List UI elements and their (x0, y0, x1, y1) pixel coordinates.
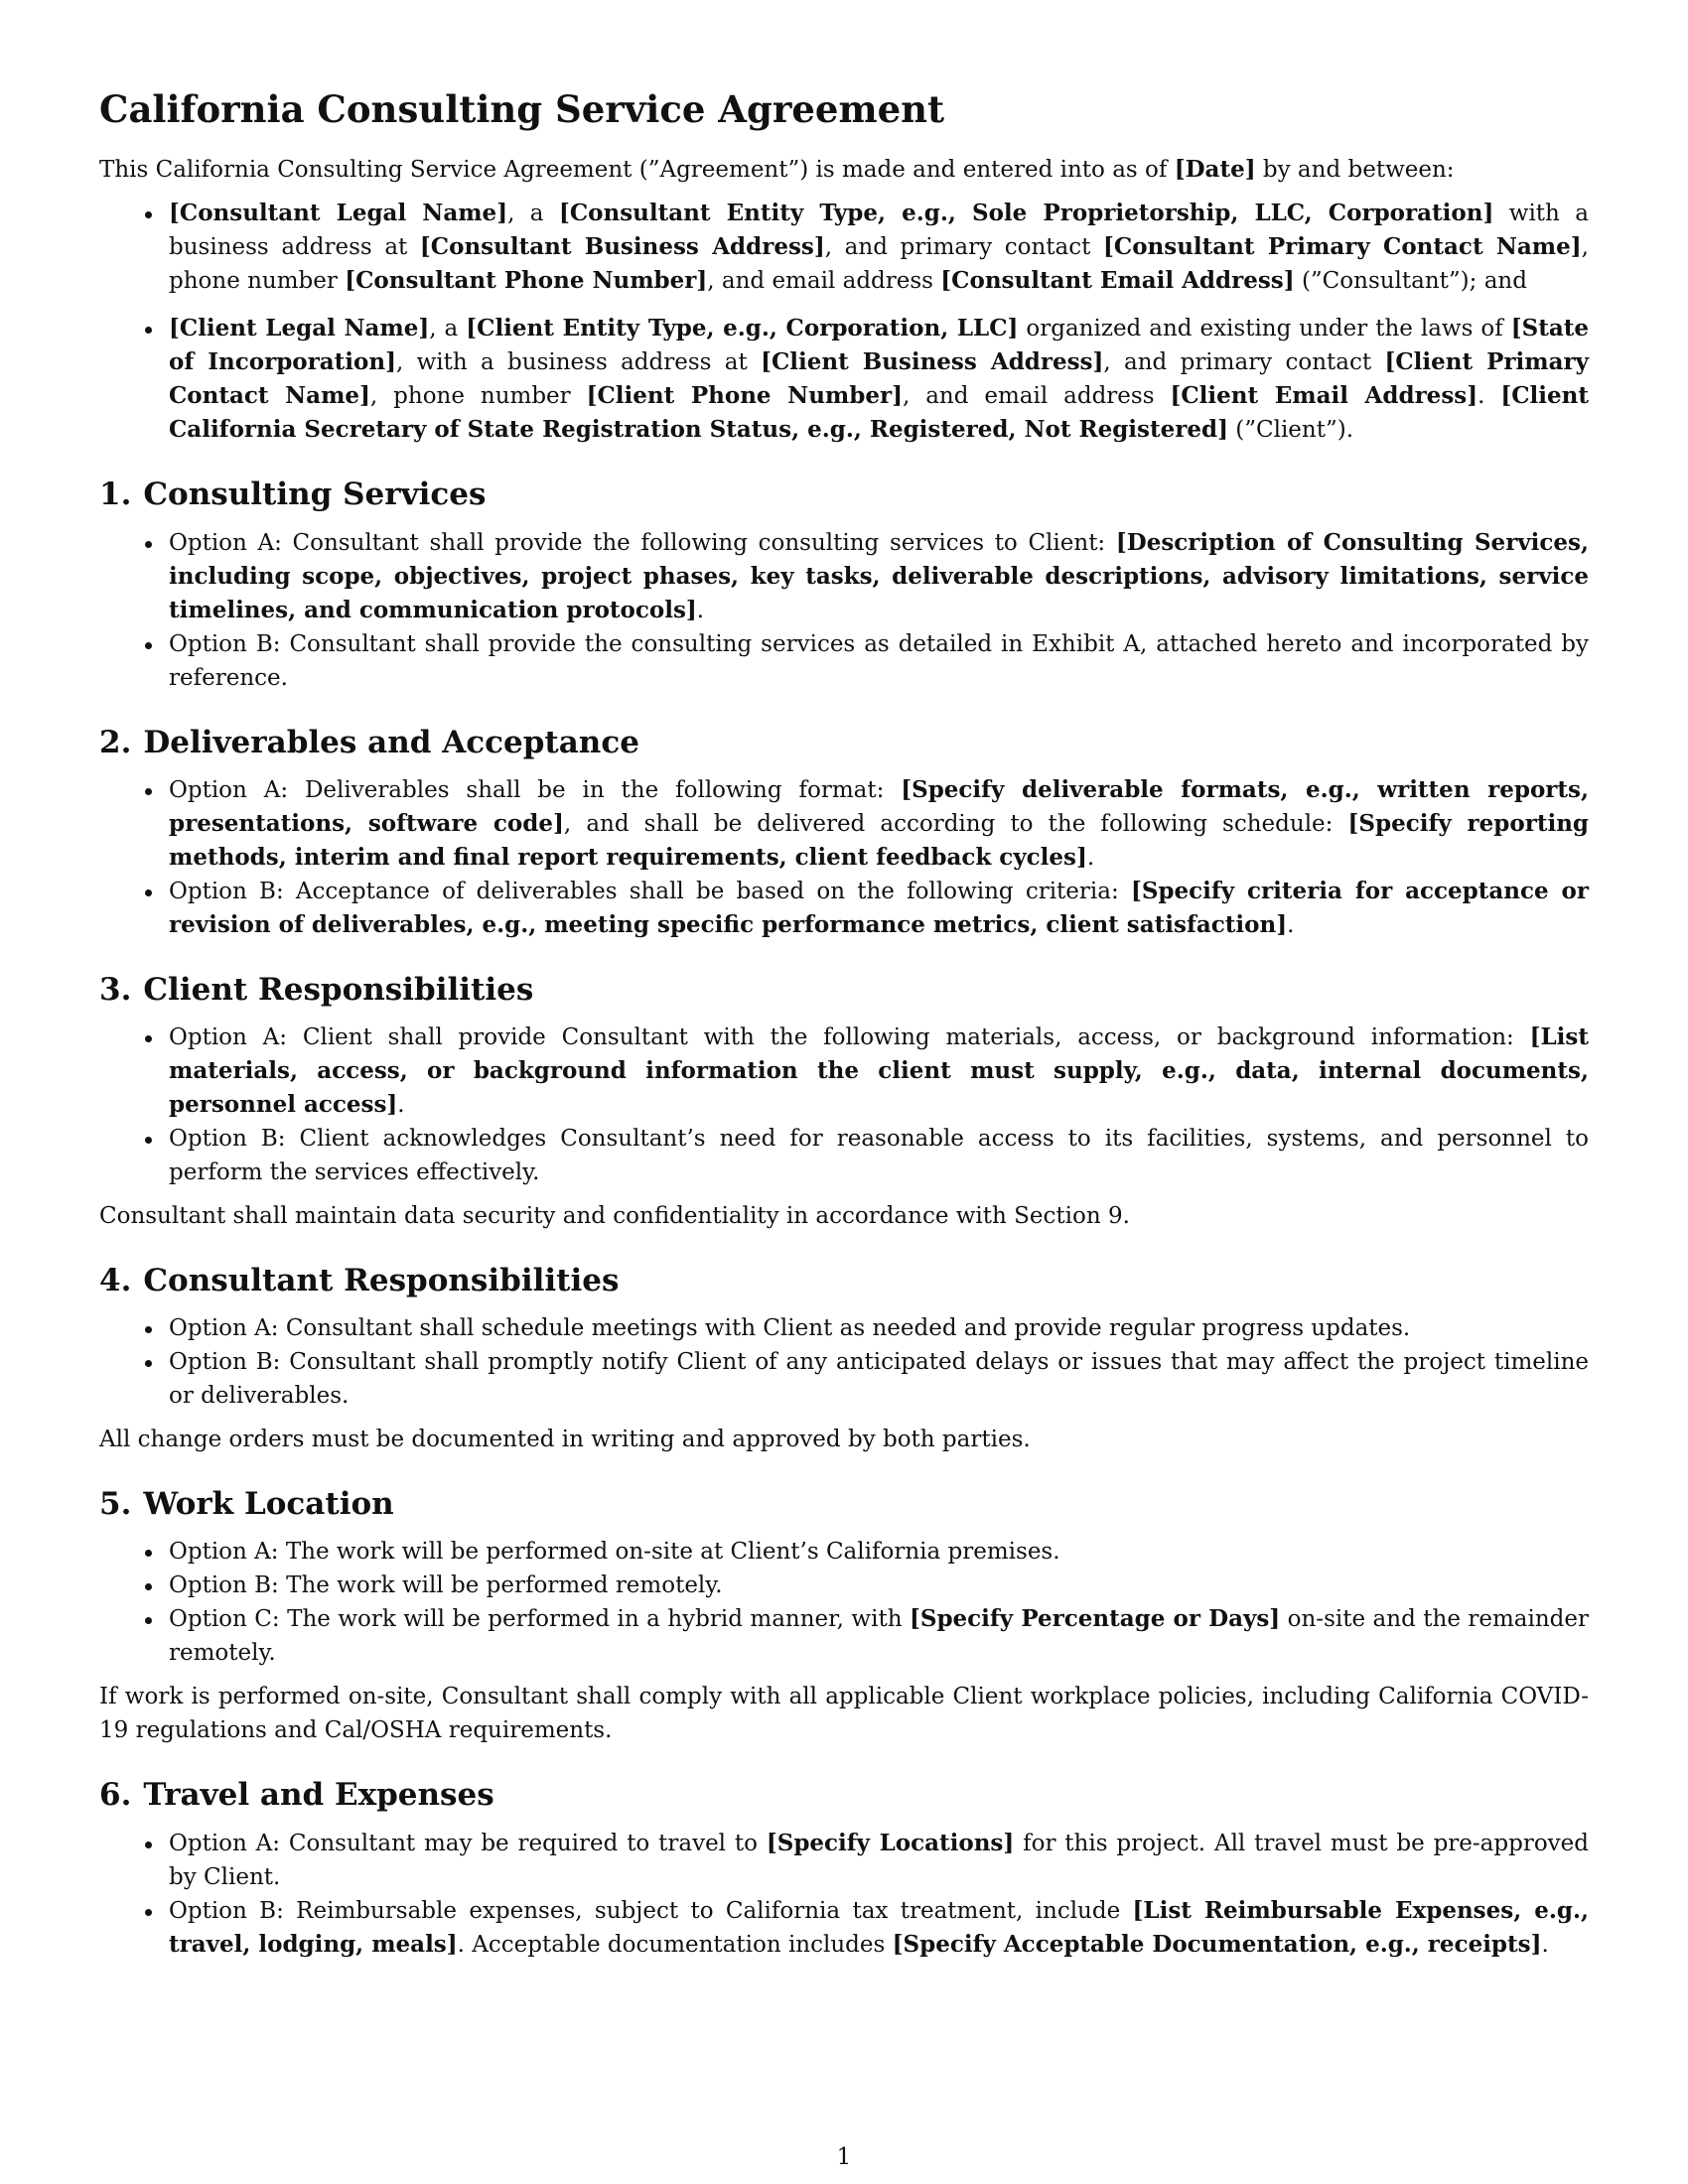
text-run: Option B: Reimbursable expenses, subject to California tax treatment, include (169, 1897, 1133, 1924)
text-run: , phone number (169, 234, 1589, 295)
placeholder-field: [Description of Consulting Services, including scope, objectives, project phases, key tasks, deliverable descriptions, advisory limitations, service timelines, and communication protocols] (169, 528, 1590, 623)
options-list (99, 1827, 1589, 1962)
text-run: . Acceptable documentation includes (457, 1931, 893, 1958)
section-heading (99, 972, 1589, 1009)
placeholder-field: [Client Primary Contact Name] (169, 348, 1589, 410)
text-run: on-site and the remainder remotely. (169, 1606, 1590, 1667)
placeholder-field: [Consultant Business Address] (419, 233, 825, 261)
placeholder-field: [Date] (1174, 156, 1256, 184)
options-list (99, 1021, 1589, 1189)
placeholder-field: [Client Phone Number] (586, 382, 903, 410)
section-title: Consultant Responsibilities (143, 1262, 620, 1298)
placeholder-field: [Specify Percentage or Days] (909, 1605, 1281, 1633)
text-run: , and primary contact (1103, 349, 1385, 376)
option-item (169, 875, 1589, 942)
placeholder-field: [Client Email Address] (1170, 382, 1478, 410)
text-run: Option B: Consultant shall provide the consulting services as detailed in Exhibit A, attached hereto and incorporated by reference. (169, 630, 1589, 691)
placeholder-field: [Client Legal Name] (169, 315, 430, 342)
text-run: , phone number (369, 383, 587, 410)
text-run: Option C: The work will be performed in a hybrid manner, with (169, 1606, 910, 1633)
text-run: Option A: Client shall provide Consultant with the following materials, access, or background information: (169, 1024, 1530, 1050)
text-run: by and between: (1255, 157, 1455, 184)
document-page (99, 87, 1589, 1962)
party-item (169, 197, 1589, 298)
page-number: 1 (836, 2144, 852, 2170)
text-run: , and email address (707, 268, 941, 295)
option-item (169, 1345, 1589, 1413)
placeholder-field: [Consultant Primary Contact Name] (1103, 233, 1582, 261)
placeholder-field: [Consultant Entity Type, e.g., Sole Proprietorship, LLC, Corporation] (558, 200, 1494, 227)
section-heading (99, 1486, 1589, 1523)
placeholder-field: [Consultant Email Address] (940, 267, 1295, 295)
option-item (169, 526, 1589, 627)
option-item (169, 627, 1589, 695)
text-run: Option B: Consultant shall promptly notify Client of any anticipated delays or issues that may affect the project timeline or deliverables. (169, 1349, 1589, 1410)
placeholder-field: [State of Incorporation] (169, 315, 1589, 376)
text-run: , a (429, 316, 467, 342)
party-item (169, 312, 1589, 447)
text-run: , and primary contact (824, 234, 1103, 261)
text-run: , a (507, 201, 559, 227)
options-list (99, 773, 1589, 942)
placeholder-field: [Client California Secretary of State Registration Status, e.g., Registered, Not Registered] (169, 382, 1589, 444)
section-heading (99, 1263, 1589, 1299)
placeholder-field: [List materials, access, or background information the client must supply, e.g., data, internal documents, personnel access] (169, 1023, 1589, 1118)
text-run: . (1477, 383, 1501, 410)
placeholder-field: [Consultant Phone Number] (345, 267, 708, 295)
text-run: Option A: Deliverables shall be in the following format: (169, 776, 902, 803)
placeholder-field: [Specify Locations] (766, 1829, 1015, 1856)
section-number: 2. (99, 724, 132, 760)
text-run: . (696, 597, 705, 623)
sections-container (99, 477, 1589, 1961)
section-title: Deliverables and Acceptance (143, 724, 639, 760)
text-run: , with a business address at (395, 349, 762, 376)
text-run: . (1086, 844, 1095, 871)
section-heading (99, 1777, 1589, 1814)
placeholder-field: [Client Business Address] (761, 348, 1104, 376)
section-note: Consultant shall maintain data security and confidentiality in accordance with Section 9. (99, 1202, 1130, 1229)
text-run: . (1287, 911, 1295, 938)
section-number: 6. (99, 1777, 132, 1814)
placeholder-field: [Client Entity Type, e.g., Corporation, LLC] (466, 315, 1019, 342)
text-run: with a business address at (169, 201, 1589, 261)
section-heading (99, 725, 1589, 761)
placeholder-field: [Specify criteria for acceptance or revision of deliverables, e.g., meeting specific performance metrics, client satisfaction] (169, 877, 1589, 938)
text-run: Option A: Consultant shall provide the following consulting services to Client: (169, 529, 1116, 556)
text-run: (”Client”). (1227, 417, 1354, 444)
section-title: Work Location (143, 1486, 394, 1523)
option-item (169, 773, 1589, 875)
text-run: , and shall be delivered according to the following schedule: (563, 810, 1348, 837)
text-run: . (397, 1091, 405, 1118)
intro-paragraph (99, 153, 1589, 187)
options-list (99, 1311, 1589, 1413)
section-number: 1. (99, 477, 132, 513)
option-item (169, 1122, 1589, 1189)
option-item (169, 1894, 1589, 1962)
text-run: Option A: Consultant shall schedule meetings with Client as needed and provide regular progress updates. (169, 1315, 1411, 1342)
text-run: Option A: Consultant may be required to travel to (169, 1830, 767, 1856)
section-note: All change orders must be documented in writing and approved by both parties. (99, 1427, 1031, 1453)
text-run: . (1541, 1931, 1549, 1958)
text-run: Option B: Acceptance of deliverables shall be based on the following criteria: (169, 878, 1131, 904)
section-number: 5. (99, 1486, 132, 1523)
text-run: Option B: Client acknowledges Consultant’s need for reasonable access to its facilities, systems, and personnel to perform the services effectively. (169, 1125, 1589, 1185)
section-note: If work is performed on-site, Consultant shall comply with all applicable Client workplace policies, including California COVID-19 regulations and Cal/OSHA requirements. (99, 1684, 1589, 1744)
option-item (169, 1602, 1589, 1670)
section-heading (99, 477, 1589, 513)
text-run: Option A: The work will be performed on-site at Client’s California premises. (169, 1539, 1060, 1566)
text-run: This California Consulting Service Agreement (”Agreement”) is made and entered into as of (99, 157, 1175, 184)
option-item (169, 1021, 1589, 1122)
document-title: California Consulting Service Agreement (99, 87, 945, 131)
section-title: Consulting Services (143, 477, 487, 513)
placeholder-field: [Specify Acceptable Documentation, e.g., receipts] (892, 1930, 1542, 1958)
options-list (99, 1535, 1589, 1670)
section-title: Travel and Expenses (143, 1777, 494, 1814)
options-list (99, 526, 1589, 695)
placeholder-field: [Consultant Legal Name] (169, 200, 508, 227)
placeholder-field: [Specify deliverable formats, e.g., written reports, presentations, software code] (169, 775, 1589, 837)
section-number: 4. (99, 1262, 132, 1298)
text-run: Option B: The work will be performed remotely. (169, 1572, 723, 1599)
text-run: , and email address (902, 383, 1171, 410)
section-number: 3. (99, 971, 132, 1008)
placeholder-field: [List Reimbursable Expenses, e.g., travel, lodging, meals] (169, 1896, 1589, 1958)
option-item (169, 1535, 1589, 1569)
option-item (169, 1569, 1589, 1602)
text-run: organized and existing under the laws of (1018, 316, 1511, 342)
text-run: (”Consultant”); and (1294, 268, 1527, 295)
parties-list (99, 197, 1589, 447)
option-item (169, 1311, 1589, 1345)
placeholder-field: [Specify reporting methods, interim and final report requirements, client feedback cycles] (169, 809, 1590, 871)
section-title: Client Responsibilities (143, 971, 534, 1008)
option-item (169, 1827, 1589, 1894)
text-run: for this project. All travel must be pre-approved by Client. (169, 1830, 1590, 1890)
